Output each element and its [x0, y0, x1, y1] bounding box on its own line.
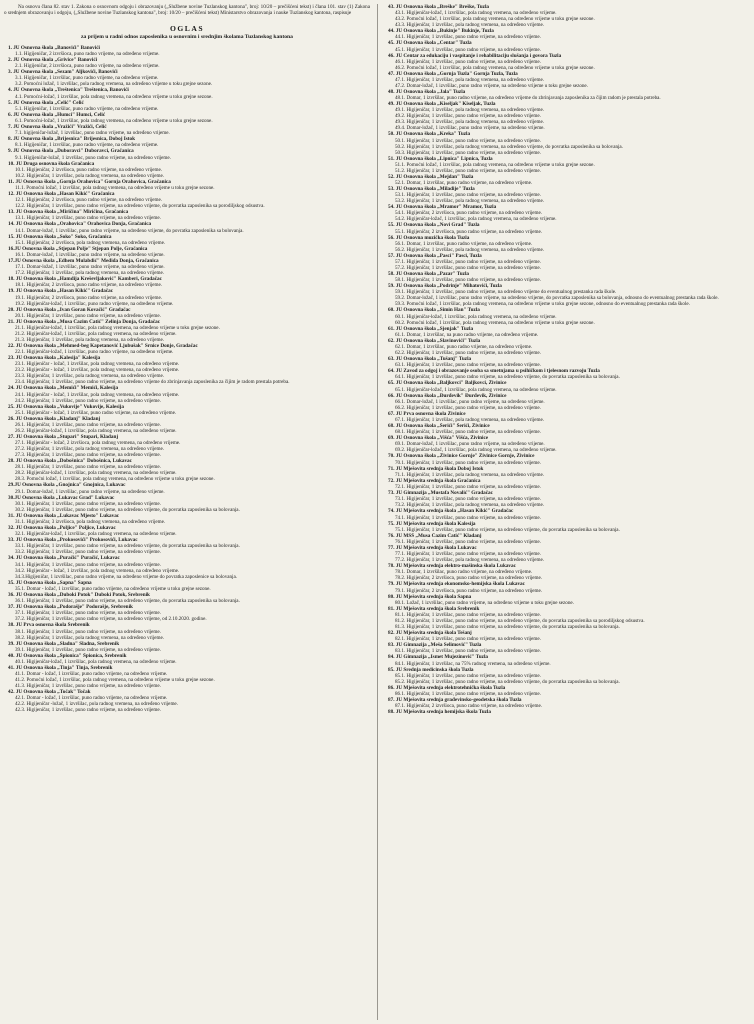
- position-item: 41.2. Pomoćni ložač, 1 izvršilac, pola radnog vremena, na određeno vrijeme u toku grejne sezone.: [15, 677, 215, 684]
- position-item: 43.2. Pomoćni ložač, 1 izvršilac, pola radnog vremena, na određeno vrijeme u toku grejne sezone.: [395, 16, 595, 23]
- position-item: 59.2. Domar-ložač, 1 izvršilac, puno radno vrijeme, na određeno vrijeme, do povratka zaposlenika sa bolovanja, odnosno do eventualnog prestanka rada škole.: [395, 295, 719, 302]
- position-item: 66.1. Domar-ložač, 1 izvršilac, puno radno vrijeme, na određeno vrijeme.: [395, 398, 545, 405]
- position-item: 17.2. Higijeničar, 1 izvršilac, pola radnog vremena, na određeno vrijeme.: [15, 270, 165, 277]
- position-item: 28.1. Higijeničar, 1 izvršilac, puno radno vrijeme, na određeno vrijeme.: [15, 464, 161, 471]
- position-item: 34.1. Higijeničar, 1 izvršilac, puno radno vrijeme, na određeno vrijeme.: [15, 561, 161, 568]
- position-item: 81.3. Higijeničar, 1 izvršilac, puno radno vrijeme, na određeno vrijeme, do povratka zaposlenika sa bolovanja.: [395, 623, 620, 630]
- position-item: 23.1. Higijeničar - ložač, 1 izvršilac, pola radnog vremena, na određeno vrijeme.: [15, 361, 180, 368]
- position-item: 19.1. Higijeničar, 2 izvršioca, puno radno vrijeme, na određeno vrijeme.: [15, 294, 163, 301]
- school-heading: 32. JU Osnovna škola „Poljice" Poljice, Lukavac: [8, 525, 116, 532]
- school-heading: 62. JU Osnovna škola „Slavinovići" Tuzla: [388, 337, 481, 344]
- position-item: 12.2. Higijeničar, 1 izvršilac, puno radno vrijeme, na određeno vrijeme, do povratka zaposlenika sa porodiljskog odsustva.: [15, 203, 265, 210]
- position-item: 7.1. higijeničar-ložač, 1 izvršilac, puno radno vrijeme, na određeno vrijeme.: [15, 130, 170, 137]
- position-item: 54.1. Higijeničar, 2 izvršioca, puno radno vrijeme, na određeno vrijeme.: [395, 210, 543, 217]
- position-item: 56.1. Domar, 1 izvršilac, puno radno vrijeme, na određeno vrijeme.: [395, 240, 533, 247]
- position-item: 3.2. Pomoćni ložač, 1 izvršilac, pola radnog vremena, na određeno vrijeme u toku grejne sezone.: [15, 81, 213, 88]
- school-heading: 18. JU Osnovna škola „Hamdija Kreševljaković" Kamberi, Gradačac: [8, 276, 162, 283]
- position-item: 46.1. Higijeničar, 1 izvršilac, puno radno vrijeme, na određeno vrijeme.: [395, 58, 541, 65]
- school-heading: 54. JU Osnovna škola „Mramor" Mramor, Tuzla: [388, 204, 497, 211]
- school-heading: 29.JU Osnovna škola „Gnojnica" Gnojnica, Lukavac: [8, 482, 126, 489]
- position-item: 60.2. Pomoćni ložač, 1 izvršilac, pola radnog vremena, na određeno vrijeme u toku grejne sezone.: [395, 319, 595, 326]
- position-item: 49.3. Higijeničar, 1 izvršilac, pola radnog vremena, na određeno vrijeme.: [395, 119, 545, 126]
- school-heading: 57. JU Osnovna škola „Pasci" Pasci, Tuzla: [388, 252, 482, 259]
- position-item: 32.1. Higijeničar-ložač, 1 izvršilac, pola radnog vremena, na određeno vrijeme.: [15, 531, 177, 538]
- position-item: 77.2. Higijeničar, 1 izvršilac, pola radnog vremena, na određeno vrijeme.: [395, 557, 545, 564]
- position-item: 78.2. Higijeničar, 2 izvršioca, puno radno vrijeme, na određeno vrijeme.: [395, 575, 543, 582]
- school-heading: 41. JU Osnovna škola „Tinja" Tinja, Srebrenik: [8, 664, 113, 671]
- position-item: 9.1. Higijeničar-ložač, 1 izvršilac, puno radno vrijeme, na određeno vrijeme.: [15, 154, 171, 161]
- school-heading: 77. JU Mješovita srednja škola Lukavac: [388, 544, 477, 551]
- position-item: 25.1. Higijeničar - ložač, 1 izvršilac, puno radno vrijeme, na određeno vrijeme.: [15, 409, 177, 416]
- position-item: 26.2. Higijeničar-ložač, 1 izvršilac, pola radnog vremena, na određeno vrijeme.: [15, 428, 177, 435]
- position-item: 28.2. Higijeničar-ložač, 1 izvršilac, pola radnog vremena, na određeno vrijeme.: [15, 470, 177, 477]
- position-item: 43.3. Higijeničar, 1 izvršilac, pola radnog vremena, na određeno vrijeme.: [395, 22, 545, 29]
- position-item: 51.2. Higijeničar, 1 izvršilac, puno radno vrijeme, na određeno vrijeme.: [395, 167, 541, 174]
- position-item: 1.1. Higijeničar, 2 izvršioca, puno radno vrijeme, na određeno vrijeme.: [15, 50, 160, 57]
- school-heading: 70. JU Osnovna škola „Živinice Gornje" Živinice Gornje, Živinice: [388, 453, 535, 460]
- position-item: 53.1. Higijeničar, 1 izvršilac, puno radno vrijeme, na određeno vrijeme.: [395, 192, 541, 199]
- position-item: 54.2. Higijeničar-ložač, 1 izvršilac, pola radnog vremena, na određeno vrijeme.: [395, 216, 557, 223]
- position-item: 33.2. Higijeničar, 1 izvršilac, puno radno vrijeme, na određeno vrijeme.: [15, 549, 161, 556]
- school-heading: 65. JU Osnovna škola „Baljkovci" Baljkovci, Živinice: [388, 380, 507, 387]
- school-heading: 78. JU Mješovita srednja elektro-mašinska škola Lukavac: [388, 563, 516, 570]
- position-item: 49.4. Domar-ložač, 1 izvršilac, puno radno vrijeme, na određeno vrijeme.: [395, 125, 545, 132]
- school-heading: 42. JU Osnovna škola „Točak" Točak: [8, 689, 91, 696]
- school-heading: 12. JU Osnovna škola „Hasan Kikić" Gračanica: [8, 191, 115, 198]
- position-item: 85.2. Higijeničar, 1 izvršilac, puno radno vrijeme, na određeno vrijeme, do povratka zaposlenika sa bolovanja.: [395, 678, 620, 685]
- position-item: 23.2. Higijeničar - ložač, 1 izvršilac, pola radnog vremena, na određeno vrijeme.: [15, 367, 180, 374]
- position-item: 34.2. Higijeničar - ložač, 1 izvršilac, pola radnog vremena, na određeno vrijeme.: [15, 567, 180, 574]
- position-item: 72.1. Higijeničar, 1 izvršilac, puno radno vrijeme, na određeno vrijeme.: [395, 484, 541, 491]
- school-heading: 80. JU Mješovita srednja škola Sapna: [388, 593, 472, 600]
- position-item: 18.1. Higijeničar, 2 izvršioca, puno radno vrijeme, na određeno vrijeme.: [15, 282, 163, 289]
- position-item: 41.3. Higijeničar, 1 izvršilac, puno radno vrijeme, na određeno vrijeme.: [15, 683, 161, 690]
- position-item: 28.3. Pomoćni ložač, 1 izvršilac, pola radnog vremena, na određeno vrijeme u toku grejne sezone.: [15, 476, 215, 483]
- school-heading: 83. JU Gimnazija „Meša Selimović" Tuzla: [388, 642, 482, 649]
- position-item: 5.1. Higijeničar, 1 izvršilac, puno radno vrijeme, na određeno vrijeme.: [15, 105, 159, 112]
- position-item: 30.1. Higijeničar, 1 izvršilac, puno radno vrijeme, na određeno vrijeme.: [15, 500, 161, 507]
- position-item: 31.1. Higijeničar, 3 izvršioca, pola radnog vremena, na određeno vrijeme.: [15, 519, 166, 526]
- position-item: 81.2. Higijeničar, 1 izvršilac, puno radno vrijeme, na određeno vrijeme, do povratka zaposlenika sa porodiljskog odsustva.: [395, 617, 645, 624]
- position-item: 84.1. Higijeničar, 1 izvršilac, na 75% radnog vremena, na određeno vrijeme.: [395, 660, 551, 667]
- position-item: 64.1. Higijeničar, 1 izvršilac, puno radno vrijeme, na određeno vrijeme, do povratka zaposlenika sa bolovanja.: [395, 374, 620, 381]
- school-heading: 4. JU Osnovna škola „Treštenica" Treštenica, Banovići: [8, 87, 129, 94]
- school-heading: 74. JU Mješovita srednja škola „Hasan Kikić" Gradačac: [388, 508, 514, 515]
- school-heading: 51. JU Osnovna škola „Lipnica" Lipnica, Tuzla: [388, 155, 493, 162]
- school-heading: 56. JU Osnovna muzička škola Tuzla: [388, 234, 470, 241]
- position-item: 24.1. Higijeničar - ložač, 1 izvršilac, pola radnog vremena, na određeno vrijeme.: [15, 391, 180, 398]
- position-item: 69.2. Higijeničar-ložač, 1 izvršilac, pola radnog vremena, na određeno vrijeme.: [395, 447, 557, 454]
- position-item: 42.2. Higijeničar -ložač, 1 izvršilac, pola radnog vremena, na određeno vrijeme.: [15, 701, 178, 708]
- school-heading: 75. JU Mješovita srednja škola Kalesija: [388, 520, 476, 527]
- right-column: [384, 4, 750, 1022]
- school-heading: 79. JU Mješovita srednja ekonomsko-hemijska škola Lukavac: [388, 581, 525, 588]
- position-item: 50.3. Higijeničar, 1 izvršilac, puno radno vrijeme, na određeno vrijeme.: [395, 149, 541, 156]
- position-item: 33.1. Higijeničar, 1 izvršilac, puno radno vrijeme, na određeno vrijeme, do povratka zaposlenika sa bolovanja.: [15, 543, 240, 550]
- position-item: 38.1. Higijeničar, 1 izvršilac, puno radno vrijeme, na određeno vrijeme.: [15, 628, 161, 635]
- school-heading: 5. JU Osnovna škola „Čelić" Čelić: [8, 99, 84, 106]
- position-item: 76.1. Higijeničar, 1 izvršilac, puno radno vrijeme, na određeno vrijeme.: [395, 538, 541, 545]
- position-item: 41.1. Domar - ložač, 1 izvršilac, puno radno vrijeme, na određeno vrijeme.: [15, 671, 168, 678]
- school-heading: 14. JU Osnovna škola „Orahovica" Orahovica Donja, Gračanica: [8, 221, 152, 228]
- position-item: 27.3. Higijeničar, 1 izvršilac, puno radno vrijeme, na određeno vrijeme.: [15, 452, 161, 459]
- position-item: 15.1. Higijeničar, 2 izvršioca, pola radnog vremena, na određeno vrijeme.: [15, 239, 166, 246]
- school-heading: 55. JU Osnovna škola „Novi Grad" Tuzla: [388, 222, 480, 229]
- position-item: 70.1. Higijeničar, 1 izvršilac, puno radno vrijeme, na određeno vrijeme.: [395, 459, 541, 466]
- school-heading: 85. JU Srednja medicinska škola Tuzla: [388, 666, 474, 673]
- school-heading: 23. JU Osnovna škola „Kalesija" Kalesija: [8, 355, 101, 362]
- position-item: 6.1. Pomoćni-ložač, 1 izvršilac, pola radnog vremena, na određeno vrijeme u toku grejne sezone.: [15, 118, 213, 124]
- school-heading: 52. JU Osnovna škola „Mejdan" Tuzla: [388, 173, 474, 180]
- position-item: 29.1. Domar-ložač, 1 izvršilac, puno radno vrijeme, na određeno vrijeme.: [15, 488, 165, 495]
- school-heading: 87. JU Mješovita srednja građevinsko-geodetska škola Tuzla: [388, 696, 522, 703]
- position-item: 26.1. Higijeničar, 1 izvršilac, puno radno vrijeme, na određeno vrijeme.: [15, 422, 161, 429]
- position-item: 48.1. Domar, 1 izvršilac, puno radno vrijeme, na određeno vrijeme do zbrinjavanja zaposlenika za čijim radom je prestala potreba.: [395, 95, 661, 102]
- position-item: 78.1. Domar, 1 izvršilac, puno radno vrijeme, na određeno vrijeme.: [395, 569, 533, 576]
- position-item: 22.1. Higijeničar-ložač, 1 izvršilac, puno radno vrijeme, na određeno vrijeme.: [15, 349, 174, 356]
- school-heading: 66. JU Osnovna škola „Đurđevik" Đurđevik, Živinice: [388, 392, 507, 399]
- position-item: 39.1. Higijeničar, 1 izvršilac, puno radno vrijeme, na određeno vrijeme.: [15, 646, 161, 653]
- position-item: 47.2. Domar-ložač, 1 izvršilac, puno radno vrijeme, na određeno vrijeme u toku grejne sezone.: [395, 83, 588, 90]
- position-item: 10.2. Higijeničar, 1 izvršilac, pola radnog vremena, na određeno vrijeme.: [15, 172, 165, 179]
- position-item: 71.1. Higijeničar, 1 izvršilac, pola radnog vremena, na određeno vrijeme.: [395, 471, 545, 478]
- school-heading: 59. JU Osnovna škola „Podrinje" Mihatovići, Tuzla: [388, 283, 502, 290]
- position-item: 61.1. Domar, 1 izvršilac, na puno radno vrijeme, na određeno vrijeme.: [395, 331, 539, 338]
- position-item: 30.2. Higijeničar, 1 izvršilac, puno radno vrijeme, na određeno vrijeme, do povratka zaposlenika sa bolovanja.: [15, 506, 240, 513]
- school-heading: 35. JU Osnovna škola „Sapna" Sapna: [8, 579, 92, 586]
- position-item: 16.1. Domar-ložač, 1 izvršilac, puno radno vrijeme, na određeno vrijeme.: [15, 252, 165, 259]
- position-item: 53.2. Higijeničar, 1 izvršilac, pola radnog vremena, na određeno vrijeme.: [395, 198, 545, 205]
- school-heading: 40. JU Osnovna škola „Špionica" Špionica, Srebrenik: [8, 652, 127, 659]
- school-heading: 31. JU Osnovna škola „Lukavac Mjesto" Lukavac: [8, 512, 120, 519]
- position-item: 49.2. Higijeničar, 1 izvršilac, puno radno vrijeme, na određeno vrijeme.: [395, 113, 541, 120]
- position-item: 35.1. Domar - ložač, 1 izvršilac, puno radno vrijeme, na određeno vrijeme u toku grejne sezone.: [15, 585, 211, 592]
- school-heading: 34. JU Osnovna škola „Puračić" Puračić, Lukavac: [8, 555, 120, 562]
- school-heading: 84. JU Gimnazija „Ismet Mujezinović" Tuzla: [388, 654, 488, 661]
- left-column: [4, 4, 370, 1022]
- intro-paragraph: [4, 4, 370, 16]
- school-heading: 67. JU Prva osnovna škola Živinice: [388, 410, 466, 417]
- school-heading: 21. JU Osnovna škola „Musa Ćazim Ćatić" Zelinja Donja, Gradačac: [8, 318, 161, 325]
- school-heading: 68. JU Osnovna škola „Šerići" Šerići, Živinice: [388, 423, 490, 430]
- school-heading: 81. JU Mješovita srednja škola Srebrenik: [388, 605, 480, 612]
- position-item: 13.1. Higijeničar, 1 izvršilac, puno radno vrijeme, na određeno vrijeme.: [15, 215, 161, 222]
- position-item: 21.1. Higijeničar-ložač, 1 izvršilac, pola radnog vremena, na određeno vrijeme u toku grejne sezone.: [15, 325, 220, 332]
- school-heading: 17.JU Osnovna škola „Edhem Mulabdić" Međiđa Donja, Gračanica: [8, 258, 159, 265]
- notice-subtitle: za prijem u radni odnos zaposlenika u osnovnim i srednjim školama Tuzlanskog kantona: [81, 34, 293, 41]
- position-item: 8.1. Higijeničar, 1 izvršilac, puno radno vrijeme, na određeno vrijeme.: [15, 142, 159, 149]
- position-item: 43.1. Higijeničar-ložač, 1 izvršilac, pola radnog vremena, na određeno vrijeme.: [395, 10, 557, 17]
- intro-text: Na osnovu člana 82. stav 1. Zakona o osnovnom odgoju i obrazovanju („Službene novine Tuzlanskog kantona", broj: 10/20 – prečišćeni tekst) i člana 101. stav (1) Zakona o srednjem obrazovanju i odgoju, („Službene novine Tuzlanskog kantona", broj: 10/20 – prečišćeni tekst) Ministarstvo obrazovanja i nauke Tuzlanskog kantona, raspisuje: [4, 4, 370, 17]
- school-heading: 15. JU Osnovna škola „Soko" Soko, Gračanica: [8, 233, 112, 240]
- school-heading: 6. JU Osnovna škola „Humci" Humci, Čelić: [8, 111, 106, 118]
- school-heading: 28. JU Osnovna škola „Dobošnica" Dobošnica, Lukavac: [8, 458, 132, 465]
- school-heading: 64. JU Zavod za odgoj i obrazovanje osoba sa smetnjama u psihičkom i tjelesnom razvoju Tuzla: [388, 368, 600, 375]
- position-item: 27.1. Higijeničar - ložač, 2 izvršioca, pola radnog vremena, na određeno vrijeme.: [15, 440, 181, 447]
- position-item: 46.2. Pomoćni ložač, 1 izvršilac, pola radnog vremena, na određeno vrijeme u toku grejne sezone.: [395, 64, 595, 71]
- position-item: 60.1. Higijeničar-ložač, 1 izvršilac, pola radnog vremena, na određeno vrijeme.: [395, 313, 557, 320]
- position-item: 10.1. Higijeničar, 2 izvršioca, puno radno vrijeme, na određeno vrijeme.: [15, 166, 163, 173]
- position-item: 73.1. Higijeničar, 1 izvršilac, puno radno vrijeme, na određeno vrijeme.: [395, 496, 541, 503]
- position-item: 81.1. Higijeničar, 1 izvršilac, puno radno vrijeme, na određeno vrijeme.: [395, 611, 541, 618]
- position-item: 49.1. Higijeničar, 1 izvršilac, pola radnog vremena, na određeno vrijeme.: [395, 107, 545, 114]
- school-heading: 50. JU Osnovna škola „Kreka" Tuzla: [388, 131, 471, 138]
- position-item: 68.1. Higijeničar, 1 izvršilac, puno radno vrijeme, na određeno vrijeme.: [395, 429, 541, 436]
- position-item: 42.3. Higijeničar, 1 izvršilac, puno radno vrijeme, na određeno vrijeme.: [15, 707, 161, 714]
- position-item: 55.1. Higijeničar, 2 izvršioca, puno radno vrijeme, na određeno vrijeme.: [395, 228, 543, 235]
- school-heading: 2. JU Osnovna škola „Grivice" Banovići: [8, 56, 98, 63]
- position-item: 52.1. Domar, 1 izvršilac, puno radno vrijeme, na određeno vrijeme.: [395, 180, 533, 187]
- position-item: 19.2. Higijeničar-ložač, 1 izvršilac, puno radno vrijeme, na određeno vrijeme.: [15, 300, 174, 307]
- position-item: 38.2. Higijeničar, 1 izvršilac, pola radnog vremena, na određeno vrijeme.: [15, 634, 165, 641]
- position-item: 17.1. Domar-ložač, 1 izvršilac, puno radno vrijeme, na određeno vrijeme.: [15, 264, 165, 271]
- school-heading: 36. JU Osnovna škola „Duboki Potok" Duboki Potok, Srebrenik: [8, 591, 150, 598]
- school-heading: 76. JU MSŠ „Musa Ćazim Ćatić" Kladanj: [388, 532, 482, 539]
- school-heading: 22. JU Osnovna škola „Mehmed-beg Kapetanović Ljubušak" Srnice Donje, Gradačac: [8, 343, 198, 350]
- position-item: 2.1. Higijeničar, 2 izvršioca, puno radno vrijeme, na određeno vrijeme.: [15, 63, 160, 70]
- school-heading: 7. JU Osnovna škola „Vražići" Vražići, Čelić: [8, 124, 107, 130]
- notice-title: OGLAS: [169, 24, 205, 34]
- position-item: 40.1. Higijeničar-ložač, 1 izvršilac, pola radnog vremena, na određeno vrijeme.: [15, 658, 177, 665]
- school-heading: 69. JU Osnovna škola „Višća" Višća, Živinice: [388, 435, 489, 442]
- position-item: 63.1. Higijeničar, 1 izvršilac, puno radno vrijeme, na određeno vrijeme.: [395, 362, 541, 369]
- position-item: 14.1. Domar-ložač, 1 izvršilac, puno radno vrijeme, na određeno vrijeme, do povratka zaposlenika sa bolovanja.: [15, 227, 244, 234]
- school-heading: 43. JU Osnovna škola „Breške" Breške, Tuzla: [388, 4, 489, 10]
- position-item: 62.1. Domar, 1 izvršilac, puno radno vrijeme, na određeno vrijeme.: [395, 344, 533, 351]
- position-item: 75.1. Higijeničar, 1 izvršilac, puno radno vrijeme, na određeno vrijeme, do povratka zaposlenika sa bolovanja.: [395, 526, 620, 533]
- school-heading: 13. JU Osnovna škola „Miričina" Miričina, Gračanica: [8, 209, 129, 216]
- position-item: 65.1. Higijeničar-ložač, 1 izvršilac, pola radnog vremena, na određeno vrijeme.: [395, 386, 557, 393]
- position-item: 36.1. Higijeničar, 1 izvršilac, puno radno vrijeme, na određeno vrijeme, do povratka zaposlenika sa bolovanja.: [15, 598, 240, 605]
- school-heading: 38. JU Prva osnovna škola Srebrenik: [8, 622, 90, 629]
- position-item: 12.1. Higijeničar, 2 izvršioca, puno radno vrijeme, na određeno vrijeme.: [15, 197, 163, 204]
- school-heading: 19. JU Osnovna škola „Hasan Kikić" Gradačac: [8, 288, 114, 295]
- school-heading: 9. JU Osnovna škola „Duboravci" Duboravci, Gračanica: [8, 148, 134, 155]
- school-heading: 71. JU Mješovita srednja škola Doboj Istok: [388, 465, 484, 472]
- school-heading: 33. JU Osnovna škola „Prokosovići" Prokosovići, Lukavac: [8, 537, 138, 544]
- position-item: 42.1. Domar - ložač, 1 izvršilac, puno radno vrijeme, na određeno vrijeme.: [15, 695, 168, 702]
- position-item: 74.1. Higijeničar, 1 izvršilac, puno radno vrijeme, na određeno vrijeme.: [395, 514, 541, 521]
- school-heading: 10. JU Druga osnovna škola Gračanica: [8, 160, 95, 167]
- position-item: 23.4. Higijeničar, 1 izvršilac, puno radno vrijeme, na određeno vrijeme do zbrinjavanja zaposlenika za čijim je radom prestala potreba.: [15, 379, 290, 386]
- school-heading: 11. JU Osnovna škola „Gornja Orahovica" Gornja Orahovica, Gračanica: [8, 178, 171, 185]
- position-item: 34.3.Higijeničar, 1 izvršilac, puno radno vrijeme, na određeno vrijeme do povratka zaposlenice sa bolovanja.: [15, 573, 238, 580]
- school-heading: 8. JU Osnovna škola „Brijesnica" Brijesnica, Doboj Istok: [8, 136, 135, 143]
- position-item: 73.2. Higijeničar, 1 izvršilac, pola radnog vremena, na određeno vrijeme.: [395, 502, 545, 509]
- school-heading: 45. JU Osnovna škola „Centar" Tuzla: [388, 40, 472, 47]
- school-heading: 47. JU Osnovna škola „Gornja Tuzla" Gornja Tuzla, Tuzla: [388, 70, 518, 77]
- position-item: 66.2. Higijeničar, 1 izvršilac, puno radno vrijeme, na određeno vrijeme.: [395, 404, 541, 411]
- school-heading: 30.JU Osnovna škola „Lukavac Grad" Lukavac: [8, 494, 115, 501]
- school-heading: 39. JU Osnovna škola „Sladna" Sladna, Srebrenik: [8, 640, 120, 647]
- position-item: 87.1. Higijeničar, 2 izvršioca, puno radno vrijeme, na određeno vrijeme.: [395, 703, 543, 710]
- position-item: 85.1. Higijeničar, 1 izvršilac, puno radno vrijeme, na određeno vrijeme.: [395, 672, 541, 679]
- school-heading: 16.JU Osnovna škola „Stjepan Polje" Stjepan Polje, Gračanica: [8, 245, 148, 252]
- position-item: 51.1. Pomoćni ložač, 1 izvršilac, pola radnog vremena, na određeno vrijeme u toku grejne sezone.: [395, 161, 595, 168]
- column-divider: [377, 4, 378, 1020]
- position-item: 20.1. Higijeničar, 1 izvršilac, puno radno vrijeme, na određeno vrijeme.: [15, 312, 161, 319]
- position-item: 44.1. Higijeničar, 1 izvršilac, puno radno vrijeme, na određeno vrijeme.: [395, 34, 541, 41]
- school-heading: 48. JU Osnovna škola „Jala" Tuzla: [388, 89, 466, 96]
- position-item: 62.2. Higijeničar, 1 izvršilac, puno radno vrijeme, na određeno vrijeme.: [395, 350, 541, 357]
- school-heading: 60. JU Osnovna škola „Simin Han" Tuzla: [388, 307, 480, 314]
- school-heading: 82. JU Mješovita srednja škola Tešanj: [388, 629, 472, 636]
- position-item: 86.1. Higijeničar, 1 izvršilac, puno radno vrijeme, na određeno vrijeme.: [395, 690, 541, 697]
- school-heading: 24. JU Osnovna škola „Memići" Memići, Kalesija: [8, 385, 119, 392]
- position-item: 21.2. Higijeničar-ložač, 1 izvršilac, pola radnog vremena, na određeno vrijeme.: [15, 331, 177, 338]
- school-heading: 27. JU Osnovna škola „Stupari" Stupari, Kladanj: [8, 434, 119, 441]
- position-item: 67.1. Higijeničar, 1 izvršilac, pola radnog vremena, na određeno vrijeme.: [395, 417, 545, 424]
- position-item: 56.2. Higijeničar, 1 izvršilac, pola radnog vremena, na određeno vrijeme.: [395, 246, 545, 253]
- position-item: 83.1. Higijeničar, 1 izvršilac, puno radno vrijeme, na određeno vrijeme.: [395, 648, 541, 655]
- position-item: 57.2. Higijeničar, 1 izvršilac, puno radno vrijeme, na određeno vrijeme.: [395, 265, 541, 272]
- school-list-left: [4, 45, 370, 714]
- position-item: 50.1. Higijeničar, 1 izvršilac, puno radno vrijeme, na određeno vrijeme.: [395, 137, 541, 144]
- position-item: 59.1. Higijeničar, 1 izvršilac, puno radno vrijeme, na određeno vrijeme do eventualnog prestanka rada škole.: [395, 289, 617, 296]
- school-heading: 37. JU Osnovna škola „Podorašje" Podorašje, Srebrenik: [8, 604, 133, 611]
- school-heading: 20. JU Osnovna škola „Ivan Goran Kovačić" Gradačac: [8, 306, 131, 313]
- position-item: 37.2. Higijeničar, 1 izvršilac, puno radno vrijeme, na određeno vrijeme, od 2.10.2020. godine.: [15, 616, 207, 623]
- position-item: 4.1. Pomoćni-ložač, 1 izvršilac, pola radnog vremena, na određeno vrijeme u toku grejne sezone.: [15, 93, 213, 100]
- position-item: 24.2. Higijeničar, 1 izvršilac, puno radno vrijeme, na određeno vrijeme.: [15, 397, 161, 404]
- school-heading: 26. JU Osnovna škola „Kladanj" Kladanj: [8, 415, 101, 422]
- school-heading: 49. JU Osnovna škola „Kiseljak" Kiseljak, Tuzla: [388, 101, 496, 108]
- position-item: 79.1. Higijeničar, 2 izvršioca, puno radno vrijeme, na određeno vrijeme.: [395, 587, 543, 594]
- position-item: 59.3. Pomoćni ložač, 1 izvršilac, pola radnog vremena, na određeno vrijeme u toku grejne sezone, odnosno do eventualnog prestanka rada škole.: [395, 301, 690, 308]
- school-heading: 44. JU Osnovna škola „Bukinje" Bukinje, Tuzla: [388, 28, 494, 35]
- school-list-right: [384, 4, 750, 715]
- position-item: 50.2. Higijeničar, 1 izvršilac, pola radnog vremena, na određeno vrijeme, do povratka zaposlenika sa bolovanja.: [395, 143, 623, 150]
- position-item: 37.1. Higijeničar, 1 izvršilac, puno radno vrijeme, na određeno vrijeme.: [15, 610, 161, 617]
- position-item: 27.2. Higijeničar, 1 izvršilac, pola radnog vremena, na određeno vrijeme.: [15, 446, 165, 453]
- school-heading: 86. JU Mješovita srednja elektrotehnička škola Tuzla: [388, 684, 506, 691]
- school-heading: 1. JU Osnovna škola „Banovići" Banovići: [8, 44, 100, 51]
- school-heading: 63. JU Osnovna škola „Tušanj" Tuzla: [388, 356, 472, 363]
- position-item: 58.1. Higijeničar, 1 izvršilac, puno radno vrijeme, na određeno vrijeme.: [395, 277, 541, 284]
- position-item: 82.1. Higijeničar, 1 izvršilac, puno radno vrijeme, na određeno vrijeme.: [395, 636, 541, 643]
- position-item: 21.3. Higijeničar, 1 izvršilac, pola radnog vremena, na određeno vrijeme.: [15, 337, 165, 344]
- school-heading: 53. JU Osnovna škola „Miladije" Tuzla: [388, 186, 475, 193]
- position-item: 69.1. Domar-ložač, 1 izvršilac, puno radno vrijeme, na određeno vrijeme.: [395, 441, 545, 448]
- position-item: 3.1. Higijeničar, 1 izvršilac, puno radno vrijeme, na određeno vrijeme.: [15, 75, 159, 82]
- position-item: 47.1. Higijeničar, 1 izvršilac, pola radnog vremena, na određeno vrijeme.: [395, 77, 545, 84]
- position-item: 77.1. Higijeničar, 1 izvršilac, puno radno vrijeme, na određeno vrijeme.: [395, 551, 541, 558]
- school-heading: 61. JU Osnovna škola „Sjenjak" Tuzla: [388, 325, 474, 332]
- position-item: 80.1. Ložač, 1 izvršilac, puno radno vrijeme, na određeno vrijeme u toku grejne sezone.: [395, 599, 574, 606]
- position-item: 57.1. Higijeničar, 1 izvršilac, puno radno vrijeme, na određeno vrijeme.: [395, 259, 541, 266]
- school-heading: 3. JU Osnovna škola „Sezam" Aljkovići, Banovići: [8, 69, 118, 76]
- school-heading: 58. JU Osnovna škola „Pazar" Tuzla: [388, 271, 469, 278]
- school-heading: 46. JU Centar za edukaciju i vaspitanje i rehabilitaciju slušanja i govora Tuzla: [388, 52, 562, 59]
- school-heading: 25. JU Osnovna škola „Vukovije" Vukovije, Kalesija: [8, 403, 124, 410]
- position-item: 45.1. Higijeničar, 1 izvršilac, puno radno vrijeme, na određeno vrijeme.: [395, 46, 541, 53]
- position-item: 23.3. Higijeničar, 1 izvršilac, pola radnog vremena, na određeno vrijeme.: [15, 373, 165, 380]
- school-heading: 72. JU Mješovita srednja škola Gračanica: [388, 477, 481, 484]
- school-heading: 88. JU Mješovita srednja hemijska škola Tuzla: [388, 709, 491, 716]
- school-heading: 73. JU Gimnazija „Mustafa Novalić" Gradačac: [388, 490, 493, 497]
- position-item: 11.1. Pomoćni ložač, 1 izvršilac, pola radnog vremena, na određeno vrijeme u toku grejne sezone.: [15, 185, 215, 192]
